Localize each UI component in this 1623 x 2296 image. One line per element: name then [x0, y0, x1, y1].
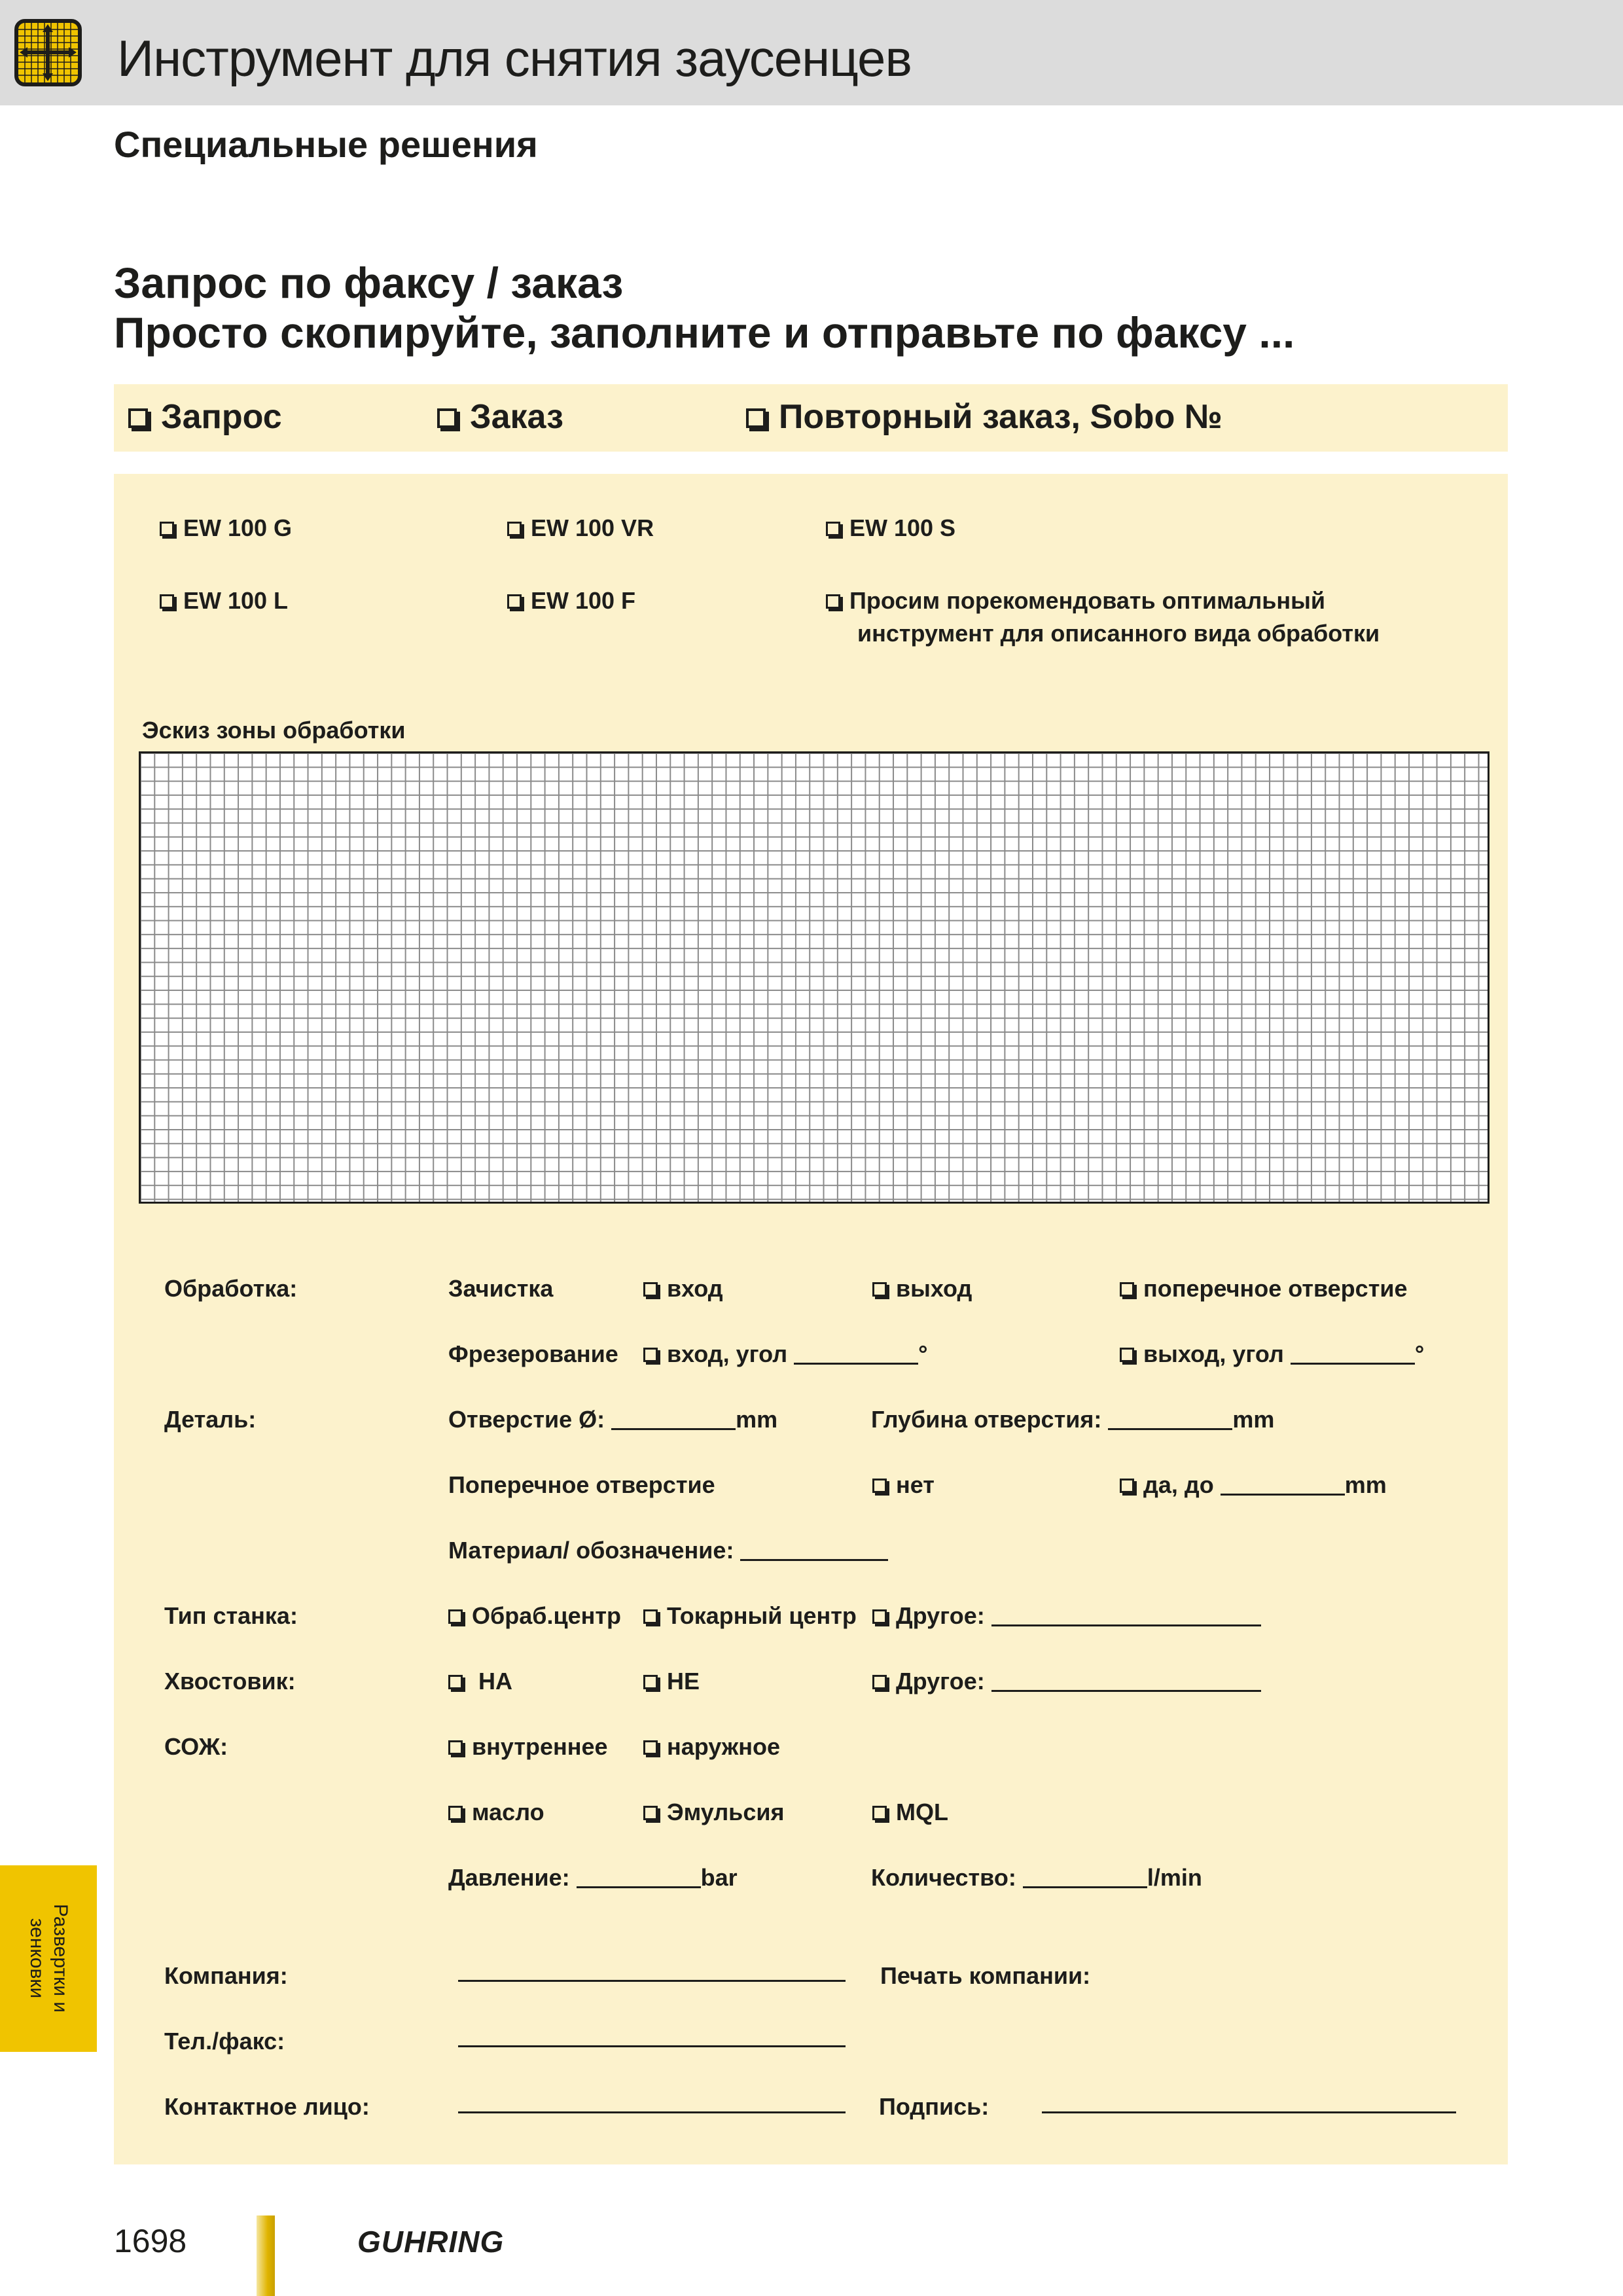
deburring-tool-icon — [14, 19, 82, 86]
checkbox-icon — [1120, 1479, 1134, 1493]
phone-fax-label: Тел./факс: — [164, 2028, 285, 2054]
fax-title-line1: Запрос по факсу / заказ — [114, 259, 624, 307]
phone-fax-field[interactable] — [458, 2045, 846, 2047]
checkbox-icon — [643, 1740, 658, 1755]
pressure-field[interactable] — [577, 1869, 701, 1888]
checkbox-icon — [1120, 1282, 1134, 1297]
checkbox-icon — [128, 408, 148, 428]
tool-ew100s-checkbox[interactable] — [826, 512, 955, 545]
option-label: Другое: — [896, 1602, 985, 1629]
hole-diameter-row — [448, 1406, 777, 1433]
checkbox-icon — [746, 408, 766, 428]
sketch-label: Эскиз зоны обработки — [142, 717, 406, 744]
cleaning-exit-checkbox[interactable] — [872, 1275, 972, 1302]
option-label: Эмульсия — [667, 1799, 785, 1825]
tool-label: EW 100 S — [849, 514, 956, 541]
cleaning-label: Зачистка — [448, 1275, 554, 1302]
checkbox-icon — [448, 1609, 463, 1624]
cleaning-cross-hole-checkbox[interactable] — [1120, 1275, 1407, 1302]
checkbox-icon — [160, 522, 174, 536]
reorder-label: Повторный заказ, Sobo № — [779, 398, 1222, 436]
company-field[interactable] — [458, 1980, 846, 1982]
mm-unit: mm — [736, 1406, 778, 1433]
machine-other-field[interactable] — [991, 1607, 1261, 1626]
tool-label: EW 100 F — [531, 587, 636, 614]
tool-label: EW 100 L — [183, 587, 289, 614]
checkbox-icon — [872, 1609, 887, 1624]
fax-title — [114, 258, 1294, 357]
option-label: Токарный центр — [667, 1602, 857, 1629]
order-checkbox[interactable] — [437, 397, 563, 437]
shank-label: Хвостовик: — [164, 1668, 296, 1695]
signature-label: Подпись: — [879, 2093, 990, 2120]
material-row — [448, 1537, 888, 1564]
option-label: HA — [478, 1668, 513, 1695]
mm-unit: mm — [1344, 1471, 1387, 1498]
machining-center-checkbox[interactable] — [448, 1602, 621, 1630]
option-label: MQL — [896, 1799, 948, 1825]
milling-exit-angle-checkbox[interactable] — [1120, 1340, 1424, 1368]
sketch-grid[interactable] — [139, 751, 1489, 1204]
option-label: да, до — [1143, 1471, 1214, 1498]
shank-other-field[interactable] — [991, 1672, 1261, 1692]
side-tab-line1: Развертки и — [50, 1903, 71, 2013]
shank-other-checkbox[interactable] — [872, 1668, 1261, 1695]
option-label: наружное — [667, 1733, 781, 1760]
material-field[interactable] — [740, 1541, 888, 1561]
milling-label: Фрезерование — [448, 1340, 618, 1367]
cross-hole-depth-field[interactable] — [1221, 1476, 1345, 1496]
option-label: поперечное отверстие — [1143, 1275, 1408, 1302]
lmin-unit: l/min — [1147, 1864, 1202, 1891]
pressure-row — [448, 1864, 738, 1892]
side-tab-label — [25, 1865, 72, 2052]
footer-accent-bar — [257, 2215, 275, 2296]
checkbox-icon — [448, 1675, 463, 1689]
signature-field[interactable] — [1042, 2111, 1456, 2113]
tool-ew100f-checkbox[interactable] — [507, 584, 635, 617]
machining-label: Обработка: — [164, 1275, 298, 1302]
option-label: масло — [472, 1799, 544, 1825]
contact-person-field[interactable] — [458, 2111, 846, 2113]
quantity-field[interactable] — [1023, 1869, 1147, 1888]
option-label: вход, угол — [667, 1340, 788, 1367]
checkbox-icon — [507, 594, 522, 609]
machine-label: Тип станка: — [164, 1602, 298, 1629]
tool-ew100g-checkbox[interactable] — [160, 512, 292, 545]
material-label: Материал/ обозначение: — [448, 1537, 734, 1564]
hole-diameter-field[interactable] — [611, 1410, 736, 1430]
cross-hole-label: Поперечное отверстие — [448, 1471, 715, 1498]
checkbox-icon — [448, 1740, 463, 1755]
checkbox-icon — [1120, 1348, 1134, 1362]
checkbox-icon — [437, 408, 457, 428]
exit-angle-field[interactable] — [1291, 1345, 1415, 1365]
turning-center-checkbox[interactable] — [643, 1602, 857, 1630]
checkbox-icon — [507, 522, 522, 536]
tool-label: EW 100 VR — [531, 514, 654, 541]
option-label: Обраб.центр — [472, 1602, 622, 1629]
tool-ew100l-checkbox[interactable] — [160, 584, 288, 617]
checkbox-icon — [643, 1806, 658, 1820]
option-label: Другое: — [896, 1668, 985, 1695]
checkbox-icon — [160, 594, 174, 609]
checkbox-icon — [872, 1282, 887, 1297]
coolant-internal-checkbox[interactable] — [448, 1733, 608, 1761]
checkbox-icon — [448, 1806, 463, 1820]
recommend-tool-checkbox[interactable] — [826, 584, 1380, 650]
hole-depth-row — [871, 1406, 1274, 1433]
checkbox-icon — [826, 522, 840, 536]
cross-hole-yes-checkbox[interactable] — [1120, 1471, 1387, 1499]
checkbox-icon — [643, 1282, 658, 1297]
checkbox-icon — [643, 1609, 658, 1624]
checkbox-icon — [643, 1348, 658, 1362]
milling-entry-angle-checkbox[interactable] — [643, 1340, 928, 1368]
cleaning-entry-checkbox[interactable] — [643, 1275, 723, 1302]
page-title: Специальные решения — [114, 124, 538, 165]
machine-other-checkbox[interactable] — [872, 1602, 1261, 1630]
quantity-label: Количество: — [871, 1864, 1016, 1891]
coolant-external-checkbox[interactable] — [643, 1733, 780, 1761]
option-label: HE — [667, 1668, 700, 1695]
mm-unit: mm — [1232, 1406, 1275, 1433]
company-label: Компания: — [164, 1962, 288, 1989]
recommend-line1: Просим порекомендовать оптимальный — [849, 587, 1325, 614]
quantity-row — [871, 1864, 1202, 1892]
fax-title-line2: Просто скопируйте, заполните и отправьте по факсу ... — [114, 308, 1295, 357]
company-stamp-label: Печать компании: — [880, 1962, 1091, 1989]
recommend-line2: инструмент для описанного вида обработки — [857, 620, 1380, 647]
option-label: выход, угол — [1143, 1340, 1284, 1367]
brand-logo: GUHRING — [357, 2225, 505, 2259]
option-label: внутреннее — [472, 1733, 608, 1760]
checkbox-icon — [872, 1806, 887, 1820]
coolant-oil-checkbox[interactable] — [448, 1799, 544, 1826]
entry-angle-field[interactable] — [794, 1345, 918, 1365]
order-label: Заказ — [470, 398, 563, 436]
pressure-label: Давление: — [448, 1864, 570, 1891]
header-title: Инструмент для снятия заусенцев — [117, 29, 912, 87]
hole-depth-field[interactable] — [1108, 1410, 1232, 1430]
contact-person-label: Контактное лицо: — [164, 2093, 370, 2120]
hole-depth-label: Глубина отверстия: — [871, 1406, 1102, 1433]
side-tab-line2: зенковки — [26, 1918, 48, 1999]
request-checkbox[interactable] — [128, 397, 282, 437]
part-label: Деталь: — [164, 1406, 257, 1433]
shank-he-checkbox[interactable] — [643, 1668, 700, 1695]
request-label: Запрос — [161, 398, 282, 436]
option-label: нет — [896, 1471, 935, 1498]
cross-hole-no-checkbox[interactable] — [872, 1471, 935, 1499]
degree-unit: ° — [1414, 1340, 1425, 1367]
coolant-mql-checkbox[interactable] — [872, 1799, 948, 1826]
checkbox-icon — [643, 1675, 658, 1689]
option-label: вход — [667, 1275, 723, 1302]
degree-unit: ° — [918, 1340, 928, 1367]
bar-unit: bar — [700, 1864, 738, 1891]
tool-ew100vr-checkbox[interactable] — [507, 512, 654, 545]
tool-label: EW 100 G — [183, 514, 293, 541]
hole-diameter-label: Отверстие Ø: — [448, 1406, 605, 1433]
checkbox-icon — [826, 594, 840, 609]
reorder-checkbox[interactable] — [746, 397, 1222, 437]
coolant-label: СОЖ: — [164, 1733, 228, 1760]
checkbox-icon — [872, 1479, 887, 1493]
option-label: выход — [896, 1275, 972, 1302]
checkbox-icon — [872, 1675, 887, 1689]
shank-ha-checkbox[interactable] — [448, 1668, 512, 1695]
coolant-emulsion-checkbox[interactable] — [643, 1799, 784, 1826]
page-number: 1698 — [114, 2223, 187, 2259]
